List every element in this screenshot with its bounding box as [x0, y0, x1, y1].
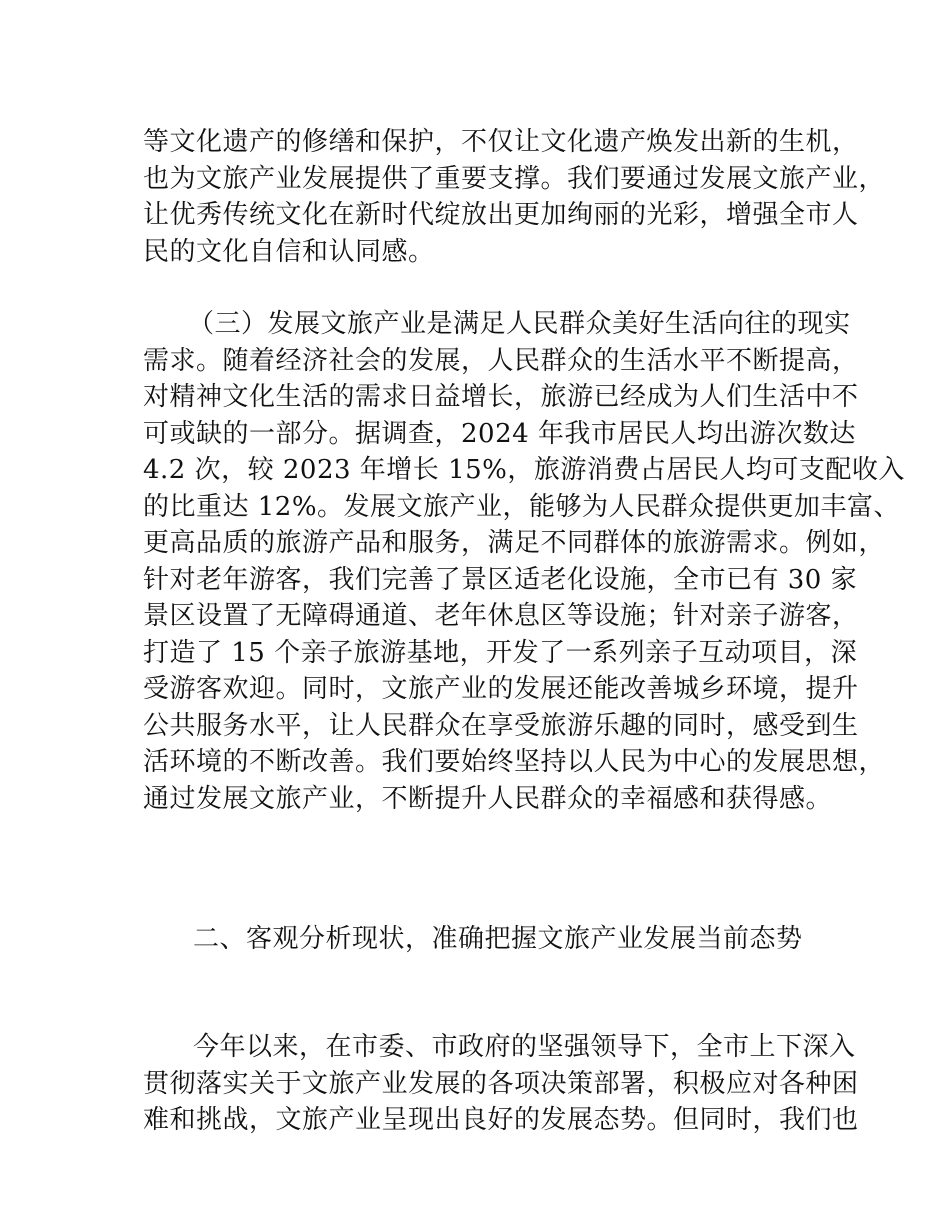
- paragraph-line: 公共服务水平，让人民群众在享受旅游乐趣的同时，感受到生: [143, 710, 859, 741]
- paragraph-line: 等文化遗产的修缮和保护，不仅让文化遗产焕发出新的生机，: [143, 127, 859, 157]
- paragraph-line: 民的文化自信和认同感。: [143, 236, 435, 267]
- paragraph-line: 通过发展文旅产业，不断提升人民群众的幸福感和获得感。: [143, 783, 833, 814]
- heading-text: 二、客观分析现状，准确把握文旅产业发展当前态势: [193, 924, 803, 954]
- paragraph-people-needs: [143, 306, 905, 817]
- paragraph-line: 更高品质的旅游产品和服务，满足不同群体的旅游需求。例如，: [143, 528, 886, 558]
- paragraph-line: 今年以来，在市委、市政府的坚强领导下，全市上下深入: [193, 1032, 856, 1062]
- paragraph-line: 对精神文化生活的需求日益增长，旅游已经成为人们生活中不: [143, 382, 859, 412]
- paragraph-line: 也为文旅产业发展提供了重要支撑。我们要通过发展文旅产业，: [143, 163, 886, 194]
- paragraph-line: 贯彻落实关于文旅产业发展的各项决策部署，积极应对各种困: [143, 1068, 859, 1099]
- paragraph-line: 针对老年游客，我们完善了景区适老化设施，全市已有 30 家: [143, 564, 858, 595]
- paragraph-line: 景区设置了无障碍通道、老年休息区等设施；针对亲子游客，: [143, 601, 859, 631]
- section-heading: [143, 921, 823, 958]
- paragraph-line: 让优秀传统文化在新时代绽放出更加绚丽的光彩，增强全市人: [143, 200, 859, 230]
- paragraph-line: 可或缺的一部分。据调查，2024 年我市居民人均出游次数达: [143, 418, 856, 449]
- paragraph-line: 的比重达 12%。发展文旅产业，能够为人民群众提供更加丰富、: [143, 491, 901, 522]
- paragraph-line: 难和挑战，文旅产业呈现出良好的发展态势。但同时，我们也: [143, 1105, 859, 1135]
- paragraph-line: 需求。随着经济社会的发展，人民群众的生活水平不断提高，: [143, 345, 859, 376]
- paragraph-line: （三）发展文旅产业是满足人民群众美好生活向往的现实: [188, 309, 851, 339]
- paragraph-cultural-heritage: [143, 124, 886, 270]
- paragraph-line: 活环境的不断改善。我们要始终坚持以人民为中心的发展思想，: [143, 747, 886, 777]
- paragraph-line: 打造了 15 个亲子旅游基地，开发了一系列亲子互动项目，深: [143, 637, 858, 668]
- paragraph-line: 4.2 次，较 2023 年增长 15%，旅游消费占居民人均可支配收入: [143, 455, 905, 485]
- paragraph-line: 受游客欢迎。同时，文旅产业的发展还能改善城乡环境，提升: [143, 674, 859, 704]
- paragraph-current-situation: [143, 1029, 859, 1139]
